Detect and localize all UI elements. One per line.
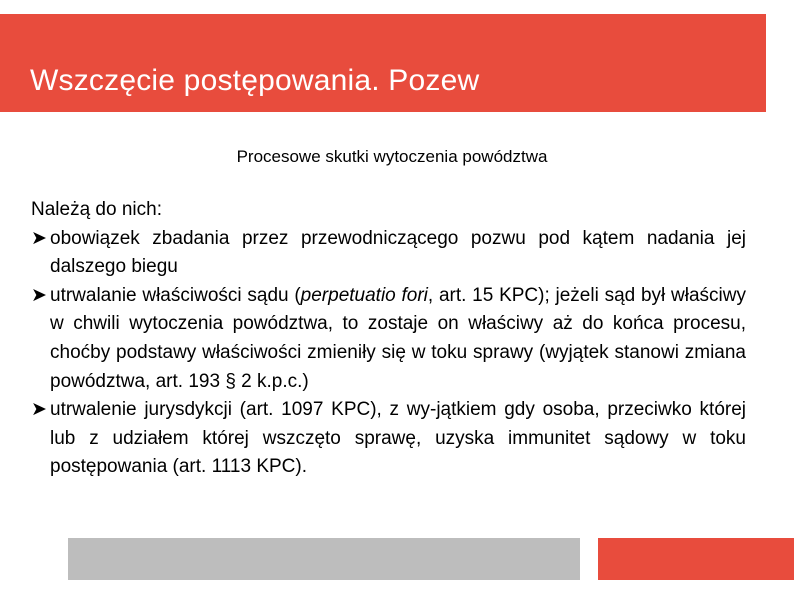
bullet-text: utrwalanie właściwości sądu ( bbox=[50, 284, 301, 306]
bullet-item bbox=[31, 396, 746, 482]
footer-bar-gray bbox=[68, 538, 580, 580]
footer-bar-accent bbox=[598, 538, 794, 580]
bullet-text: utrwalenie jurysdykcji (art. 1097 KPC), z wy-jątkiem gdy osoba, przeciwko której lub z udziałem której wszczęto sprawę, uzyska immunitet sądowy w toku postępowania (art. 1113 KPC). bbox=[50, 399, 746, 478]
title-bar bbox=[0, 14, 766, 112]
arrow-bullet-icon: ➤ bbox=[31, 399, 47, 421]
slide-content bbox=[31, 196, 746, 482]
bullet-text: obowiązek zbadania przez przewodniczącego pozwu pod kątem nadania jej dalszego biegu bbox=[50, 227, 746, 278]
intro-text: Należą do nich: bbox=[31, 199, 162, 220]
bullet-item bbox=[31, 225, 746, 282]
bullet-list bbox=[31, 225, 746, 482]
bullet-text: , art. 15 KPC); jeżeli sąd był właściwy w chwili wytoczenia powództwa, to zostaje on właściwy aż do końca procesu, choćby podstawy właściwości zmieniły się w toku sprawy (wyjątek stanowi zmiana powództwa, art. 193 § 2 k.p.c.) bbox=[50, 284, 746, 392]
arrow-bullet-icon: ➤ bbox=[31, 284, 47, 306]
slide-title: Wszczęcie postępowania. Pozew bbox=[30, 64, 480, 97]
bullet-item bbox=[31, 282, 746, 396]
slide-subtitle: Procesowe skutki wytoczenia powództwa bbox=[236, 147, 548, 166]
arrow-bullet-icon: ➤ bbox=[31, 227, 47, 249]
bullet-text-italic: perpetuatio fori bbox=[300, 284, 428, 306]
